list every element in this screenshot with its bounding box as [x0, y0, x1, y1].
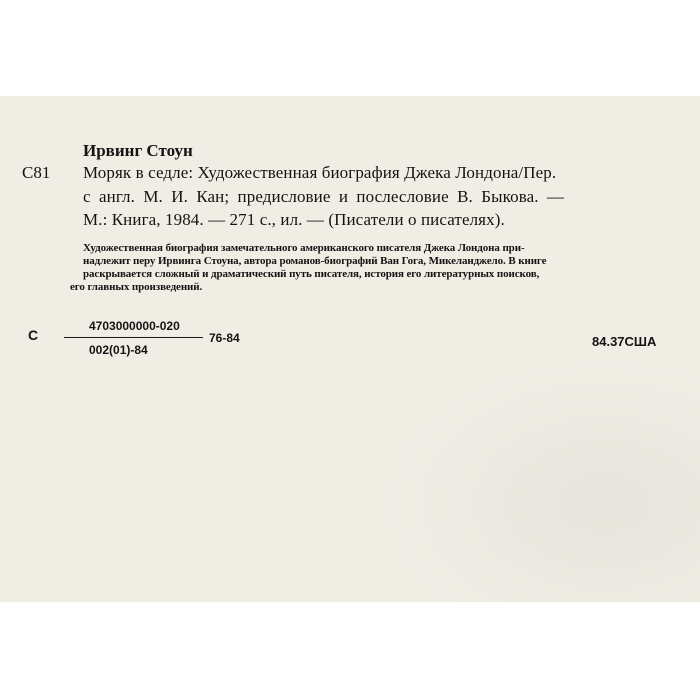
paper-shading: [380, 356, 700, 602]
classification-letter: С: [28, 327, 39, 343]
classification-denominator: 002(01)-84: [89, 343, 148, 357]
catalog-card: [0, 96, 700, 602]
bibliographic-line-2: с англ. М. И. Кан; предисловие и послесловие В. Быкова. —: [83, 187, 565, 206]
author-index-code: С81: [22, 163, 51, 182]
bbk-code: 84.37США: [592, 334, 657, 349]
annotation-line-2: надлежит перу Ирвинга Стоуна, автора романов-биографий Ван Гога, Микеланджело. В книге: [83, 255, 547, 267]
annotation-line-4: его главных произведений.: [70, 281, 203, 293]
bibliographic-line-3: М.: Книга, 1984. — 271 с., ил. — (Писатели о писателях).: [83, 210, 505, 229]
annotation-line-1: Художественная биография замечательного американского писателя Джека Лондона при-: [83, 242, 525, 254]
annotation-line-3: раскрывается сложный и драматический путь писателя, история его литературных поисков,: [83, 268, 540, 280]
classification-suffix: 76-84: [209, 331, 240, 345]
fraction-line: [64, 337, 203, 338]
author-name: Ирвинг Стоун: [83, 141, 193, 160]
classification-numerator: 4703000000-020: [89, 319, 180, 333]
bibliographic-line-1: Моряк в седле: Художественная биография Джека Лондона/Пер.: [83, 163, 557, 182]
